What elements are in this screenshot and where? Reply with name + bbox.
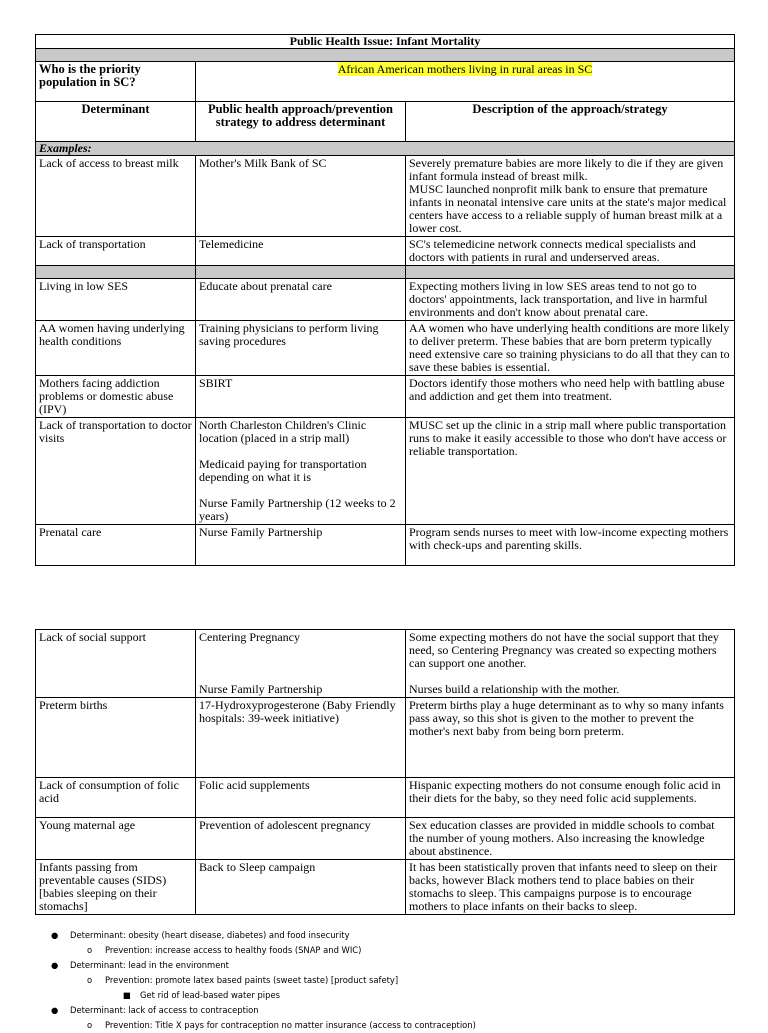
list-item — [35, 988, 735, 1003]
approach-text: Nurse Family Partnership — [199, 682, 323, 696]
header-approach: Public health approach/prevention strategy to address determinant — [196, 102, 406, 142]
approach-text: Medicaid paying for transportation depending on what it is — [199, 457, 367, 484]
bullet-marker: ■ — [123, 990, 131, 1000]
approach-cell: SBIRT — [196, 376, 406, 418]
description-text: Severely premature babies are more likely to die if they are given infant formula instead of breast milk. — [409, 156, 724, 183]
table-row — [36, 156, 735, 237]
list-item — [35, 973, 735, 988]
bullet-text: Determinant: lack of access to contraception — [70, 1005, 259, 1015]
list-item — [35, 1018, 735, 1033]
approach-cell: Folic acid supplements — [196, 778, 406, 818]
bullet-marker: o — [87, 1020, 93, 1030]
determinant-cell: Prenatal care — [36, 525, 196, 566]
priority-value-cell — [196, 62, 735, 102]
table-row — [36, 860, 735, 915]
description-cell: Program sends nurses to meet with low-income expecting mothers with check-ups and parenting skills. — [406, 525, 735, 566]
approach-cell: Prevention of adolescent pregnancy — [196, 818, 406, 860]
approach-cell: Telemedicine — [196, 237, 406, 266]
list-item — [35, 928, 735, 943]
determinant-cell: Lack of transportation to doctor visits — [36, 418, 196, 525]
table-row — [36, 778, 735, 818]
bullet-marker: ● — [51, 930, 59, 940]
table-row — [36, 818, 735, 860]
determinant-cell: Lack of social support — [36, 630, 196, 698]
approach-cell — [196, 418, 406, 525]
bullet-text: Prevention: promote latex based paints (sweet taste) [product safety] — [105, 975, 399, 985]
approach-cell: Nurse Family Partnership — [196, 525, 406, 566]
list-item — [35, 958, 735, 973]
infant-mortality-table-continued — [35, 629, 735, 915]
examples-label: Examples: — [36, 142, 735, 156]
header-determinant: Determinant — [36, 102, 196, 142]
bullet-text: Get rid of lead-based water pipes — [140, 990, 280, 1000]
bullet-marker: o — [87, 975, 93, 985]
table-row — [36, 321, 735, 376]
determinant-cell: Infants passing from preventable causes (SIDS) [babies sleeping on their stomachs] — [36, 860, 196, 915]
approach-cell: Training physicians to perform living saving procedures — [196, 321, 406, 376]
table-row — [36, 279, 735, 321]
bullet-marker: ● — [51, 960, 59, 970]
description-cell: SC's telemedicine network connects medical specialists and doctors with patients in rural and underserved areas. — [406, 237, 735, 266]
bullet-text: Determinant: obesity (heart disease, diabetes) and food insecurity — [70, 930, 350, 940]
description-cell: Expecting mothers living in low SES areas tend to not go to doctors' appointments, lack transportation, and live in harmful environments and don't know about prenatal care. — [406, 279, 735, 321]
description-cell: It has been statistically proven that infants need to sleep on their backs, however Black mothers tend to place babies on their stomachs to sleep. This campaigns purpose is to encourage mothers to place infants on their backs to sleep. — [406, 860, 735, 915]
table-row — [36, 237, 735, 266]
description-cell: Preterm births play a huge determinant as to why so many infants pass away, so this shot is given to the mother to prevent the mother's next baby from being born preterm. — [406, 698, 735, 778]
approach-cell: Mother's Milk Bank of SC — [196, 156, 406, 237]
table-row — [36, 418, 735, 525]
list-item — [35, 943, 735, 958]
table-row — [36, 525, 735, 566]
table-row — [36, 698, 735, 778]
list-item — [35, 1003, 735, 1018]
infant-mortality-table — [35, 34, 735, 566]
bullet-text: Determinant: lead in the environment — [70, 960, 229, 970]
description-text: Nurses build a relationship with the mother. — [409, 682, 620, 696]
approach-cell: 17-Hydroxyprogesterone (Baby Friendly hospitals: 39-week initiative) — [196, 698, 406, 778]
determinant-cell: Living in low SES — [36, 279, 196, 321]
bullet-text: Prevention: Title X pays for contraception no matter insurance (access to contraception) — [105, 1020, 476, 1030]
determinant-cell: Lack of transportation — [36, 237, 196, 266]
determinant-cell: Lack of consumption of folic acid — [36, 778, 196, 818]
gray-divider — [36, 266, 735, 279]
approach-cell — [196, 630, 406, 698]
table-title: Public Health Issue: Infant Mortality — [36, 35, 735, 49]
priority-value: African American mothers living in rural areas in SC — [337, 62, 593, 76]
priority-label: Who is the priority population in SC? — [36, 62, 196, 102]
description-cell: Doctors identify those mothers who need help with battling abuse and addiction and get them into treatment. — [406, 376, 735, 418]
approach-cell: Educate about prenatal care — [196, 279, 406, 321]
description-cell: MUSC set up the clinic in a strip mall where public transportation runs to make it easily accessible to those who don't have access or reliable transportation. — [406, 418, 735, 525]
description-cell — [406, 630, 735, 698]
approach-cell: Back to Sleep campaign — [196, 860, 406, 915]
determinant-cell: Young maternal age — [36, 818, 196, 860]
approach-text: North Charleston Children's Clinic location (placed in a strip mall) — [199, 418, 367, 445]
determinant-bullet-list — [35, 928, 735, 1033]
description-text: Some expecting mothers do not have the social support that they need, so Centering Pregnancy was created so expecting mothers can support one another. — [409, 630, 719, 670]
determinant-cell: Mothers facing addiction problems or domestic abuse (IPV) — [36, 376, 196, 418]
bullet-text: Prevention: increase access to healthy foods (SNAP and WIC) — [105, 945, 362, 955]
approach-text: Centering Pregnancy — [199, 630, 300, 644]
table-row — [36, 376, 735, 418]
determinant-cell: AA women having underlying health conditions — [36, 321, 196, 376]
description-cell: AA women who have underlying health conditions are more likely to deliver preterm. These babies that are born preterm typically need extensive care so training physicians to do all that they can to save these babies is essential. — [406, 321, 735, 376]
determinant-cell: Lack of access to breast milk — [36, 156, 196, 237]
description-cell: Sex education classes are provided in middle schools to combat the number of young mothers. Also increasing the knowledge about abstinence. — [406, 818, 735, 860]
description-text: MUSC launched nonprofit milk bank to ensure that premature infants in neonatal intensive care units at the state's major medical centers have access to a reliable supply of human breast milk at a lower cost. — [409, 182, 727, 235]
bullet-marker: ● — [51, 1005, 59, 1015]
approach-text: Nurse Family Partnership (12 weeks to 2 years) — [199, 496, 396, 523]
gray-divider — [36, 49, 735, 62]
bullet-marker: o — [87, 945, 93, 955]
header-description: Description of the approach/strategy — [406, 102, 735, 142]
description-cell — [406, 156, 735, 237]
determinant-cell: Preterm births — [36, 698, 196, 778]
description-cell: Hispanic expecting mothers do not consume enough folic acid in their diets for the baby, so they need folic acid supplements. — [406, 778, 735, 818]
table-row — [36, 630, 735, 698]
